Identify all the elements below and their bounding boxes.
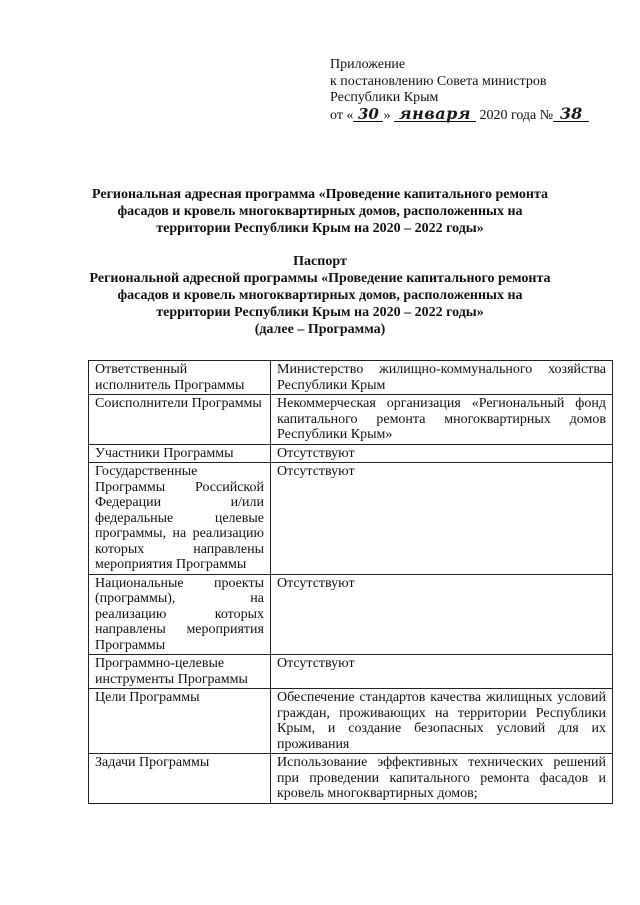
row-value: Министерство жилищно-коммунального хозяйства Республики Крым xyxy=(271,361,613,395)
passport-title-line-2: Региональной адресной программы «Проведение капитального ремонта xyxy=(89,271,551,286)
row-label: Цели Программы xyxy=(89,689,271,754)
appendix-line-1: Приложение xyxy=(330,57,406,72)
program-title xyxy=(80,186,560,237)
table-row xyxy=(89,655,613,689)
row-label: Государственные Программы Российской Федерации и/или федеральные целевые программы, на реализацию которых направлены мероприятия Программы xyxy=(89,463,271,575)
row-label: Задачи Программы xyxy=(89,754,271,804)
table-row xyxy=(89,689,613,754)
row-value: Обеспечение стандартов качества жилищных условий граждан, проживающих на территории Республики Крым, и создание безопасных условий для их проживания xyxy=(271,689,613,754)
row-value: Отсутствуют xyxy=(271,574,613,655)
program-title-line-3: территории Республики Крым на 2020 – 2022 годы» xyxy=(156,221,484,236)
row-label: Национальные проекты (программы), на реализацию которых направлены мероприятия Программы xyxy=(89,574,271,655)
date-mid: » xyxy=(383,107,391,123)
row-label: Участники Программы xyxy=(89,444,271,463)
appendix-block xyxy=(330,57,620,124)
row-value: Некоммерческая организация «Региональный фонд капитального ремонта многоквартирных домов Республики Крым» xyxy=(271,395,613,445)
table-row xyxy=(89,395,613,445)
passport-title xyxy=(80,253,560,338)
table-row xyxy=(89,444,613,463)
passport-title-line-5: (далее – Программа) xyxy=(254,322,386,337)
program-title-line-1: Региональная адресная программа «Проведение капитального ремонта xyxy=(91,187,548,202)
row-value: Отсутствуют xyxy=(271,444,613,463)
row-label: Ответственный исполнитель Программы xyxy=(89,361,271,395)
row-label: Соисполнители Программы xyxy=(89,395,271,445)
table-row xyxy=(89,463,613,575)
table-row xyxy=(89,361,613,395)
table-row xyxy=(89,574,613,655)
row-label: Программно-целевые инструменты Программы xyxy=(89,655,271,689)
appendix-line-3: Республики Крым xyxy=(330,90,439,105)
passport-heading: Паспорт xyxy=(293,254,347,269)
appendix-date-line xyxy=(330,103,620,125)
table-row xyxy=(89,754,613,804)
passport-table xyxy=(88,360,613,804)
program-title-line-2: фасадов и кровель многоквартирных домов, расположенных на xyxy=(117,204,523,219)
date-year: 2020 года № xyxy=(479,107,554,123)
date-prefix: от « xyxy=(330,107,354,123)
date-month-handwritten: января xyxy=(394,107,476,122)
appendix-line-2: к постановлению Совета министров xyxy=(330,73,547,89)
row-value: Отсутствуют xyxy=(271,463,613,575)
row-value: Использование эффективных технических решений при проведении капитального ремонта фасадов и кровель многоквартирных домов; xyxy=(271,754,613,804)
passport-title-line-3: фасадов и кровель многоквартирных домов, расположенных на xyxy=(117,288,523,303)
date-day-handwritten: 30 xyxy=(353,107,383,122)
passport-title-line-4: территории Республики Крым на 2020 – 2022 годы» xyxy=(156,305,484,320)
date-number-handwritten: 38 xyxy=(553,107,589,122)
row-value: Отсутствуют xyxy=(271,655,613,689)
